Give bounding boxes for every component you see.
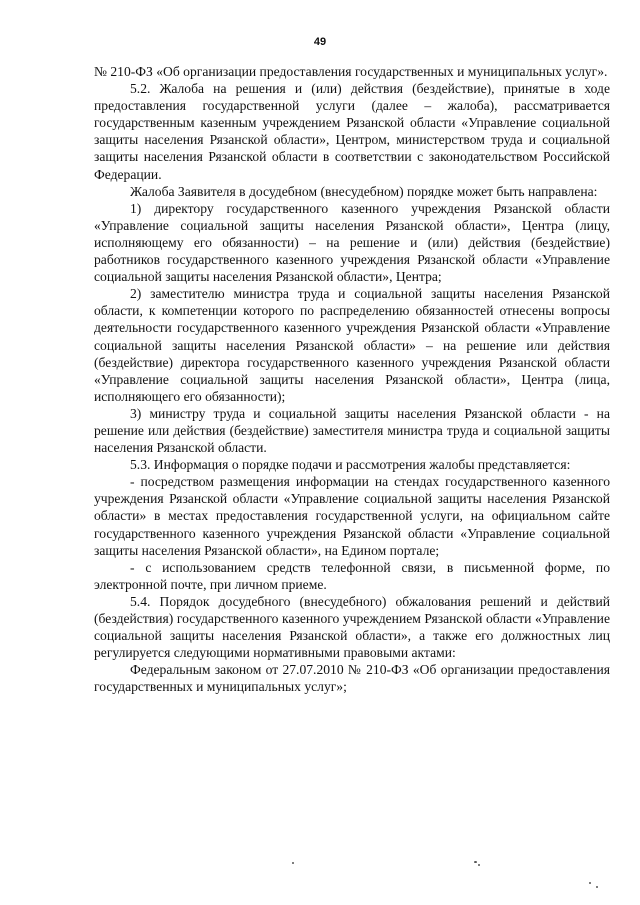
paragraph: 2) заместителю министра труда и социальной защиты населения Рязанской области, к компетенции которого по распределению обязанностей отнесены вопросы деятельности государственного казенного учреждения Рязанской области «Управление социальной защиты населения Рязанской области» – на решение или действия (бездействие) директора государственного казенного учреждения Рязанской области «Управление социальной защиты населения Рязанской области», Центра (лица, исполняющего его обязанности); (94, 286, 610, 404)
scan-speck (596, 886, 598, 888)
paragraph: - посредством размещения информации на стендах государственного казенного учреждения Рязанской области «Управление социальной защиты населения Рязанской области» в местах предоставления государственной услуги, на официальном сайте государственного казенного учреждения Рязанской области «Управление социальной защиты населения Рязанской области», на Едином портале; (94, 474, 610, 558)
scan-speck (474, 861, 477, 863)
scan-speck (292, 862, 294, 864)
paragraph: - с использованием средств телефонной связи, в письменной форме, по электронной почте, при личном приеме. (94, 559, 610, 592)
scan-speck (589, 882, 591, 884)
paragraph: Жалоба Заявителя в досудебном (внесудебном) порядке может быть направлена: (130, 183, 598, 199)
page-number: 49 (313, 36, 327, 48)
paragraph: 1) директору государственного казенного учреждения Рязанской области «Управление социальной защиты населения Рязанской области», Центра (лицу, исполняющему его обязанности) – на решение и (или) действия (бездействие) работников государственного казенного учреждения Рязанской области «Управление социальной защиты населения Рязанской области», Центра; (94, 200, 610, 285)
paragraph: 5.2. Жалоба на решения и (или) действия (бездействие), принятые в ходе предоставления государственной услуги (далее – жалоба), рассматривается государственным казенным учреждением Рязанской области «Управление социальной защиты населения Рязанской области», Центром, министерством труда и социальной защиты населения Рязанской области в соответствии с законодательством Российской Федерации. (94, 81, 610, 182)
paragraph: Федеральным законом от 27.07.2010 № 210-ФЗ «Об организации предоставления государственных и муниципальных услуг»; (94, 662, 610, 695)
paragraph: № 210-ФЗ «Об организации предоставления государственных и муниципальных услуг». (94, 64, 608, 79)
paragraph: 5.3. Информация о порядке подачи и рассмотрения жалобы представляется: (130, 457, 571, 473)
paragraph: 3) министру труда и социальной защиты населения Рязанской области - на решение или действия (бездействие) заместителя министра труда и социальной защиты населения Рязанской области. (94, 405, 610, 456)
document-body (94, 63, 610, 695)
paragraph: 5.4. Порядок досудебного (внесудебного) обжалования решений и действий (бездействия) государственного казенного учреждением Рязанской области «Управление социальной защиты населения Рязанской области», а также его должностных лиц регулируется следующими нормативными правовыми актами: (94, 593, 610, 661)
scan-speck (478, 864, 480, 866)
